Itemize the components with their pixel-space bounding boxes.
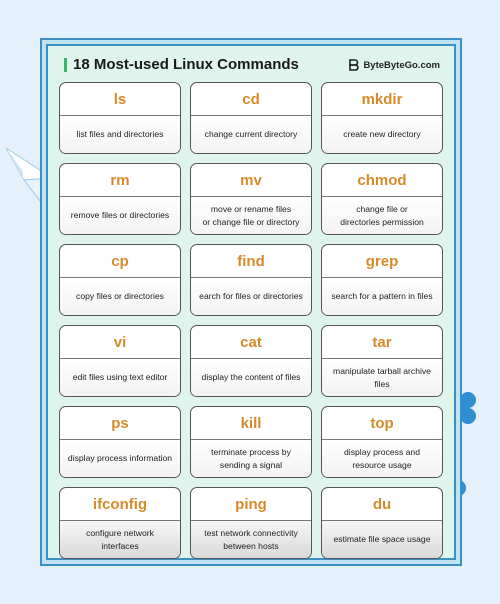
command-card-top	[321, 406, 443, 478]
command-card-ps	[59, 406, 181, 478]
brand-name: ByteByteGo.com	[363, 59, 440, 71]
command-description: change current directory	[191, 116, 311, 153]
infographic-panel	[46, 44, 456, 560]
command-name: vi	[60, 326, 180, 359]
command-description: create new directory	[322, 116, 442, 153]
command-description: terminate process by sending a signal	[191, 440, 311, 477]
command-name: mv	[191, 164, 311, 197]
page-title: 18 Most-used Linux Commands	[73, 56, 299, 73]
command-name: rm	[60, 164, 180, 197]
bytebytego-logo-icon	[349, 59, 360, 71]
command-name: ifconfig	[60, 488, 180, 521]
command-card-du	[321, 487, 443, 559]
command-card-grep	[321, 244, 443, 316]
command-description: change file or directories permission	[322, 197, 442, 234]
command-description: manipulate tarball archive files	[322, 359, 442, 396]
command-description: edit files using text editor	[60, 359, 180, 396]
command-card-ls	[59, 82, 181, 154]
command-name: cp	[60, 245, 180, 278]
command-description: test network connectivity between hosts	[191, 521, 311, 558]
command-card-find	[190, 244, 312, 316]
command-name: chmod	[322, 164, 442, 197]
command-name: top	[322, 407, 442, 440]
command-card-kill	[190, 406, 312, 478]
command-card-mv	[190, 163, 312, 235]
command-description: move or rename files or change file or directory	[191, 197, 311, 234]
command-card-vi	[59, 325, 181, 397]
command-description: estimate file space usage	[322, 521, 442, 558]
command-card-ifconfig	[59, 487, 181, 559]
command-description: configure network interfaces	[60, 521, 180, 558]
command-description: display the content of files	[191, 359, 311, 396]
command-description: search for a pattern in files	[322, 278, 442, 315]
command-name: ls	[60, 83, 180, 116]
command-card-mkdir	[321, 82, 443, 154]
command-card-cp	[59, 244, 181, 316]
command-name: find	[191, 245, 311, 278]
command-name: grep	[322, 245, 442, 278]
title-bar	[64, 56, 299, 73]
command-card-cd	[190, 82, 312, 154]
infographic-frame	[40, 38, 462, 566]
command-name: cat	[191, 326, 311, 359]
command-name: tar	[322, 326, 442, 359]
command-description: display process and resource usage	[322, 440, 442, 477]
command-description: list files and directories	[60, 116, 180, 153]
command-description: remove files or directories	[60, 197, 180, 234]
command-grid	[59, 82, 443, 559]
command-name: kill	[191, 407, 311, 440]
command-card-tar	[321, 325, 443, 397]
command-name: mkdir	[322, 83, 442, 116]
command-description: earch for files or directories	[191, 278, 311, 315]
command-name: ps	[60, 407, 180, 440]
command-description: copy files or directories	[60, 278, 180, 315]
command-card-chmod	[321, 163, 443, 235]
title-accent	[64, 58, 67, 72]
command-card-ping	[190, 487, 312, 559]
command-card-cat	[190, 325, 312, 397]
command-name: cd	[191, 83, 311, 116]
command-name: du	[322, 488, 442, 521]
brand-logo	[349, 59, 440, 71]
command-card-rm	[59, 163, 181, 235]
command-description: display process information	[60, 440, 180, 477]
command-name: ping	[191, 488, 311, 521]
